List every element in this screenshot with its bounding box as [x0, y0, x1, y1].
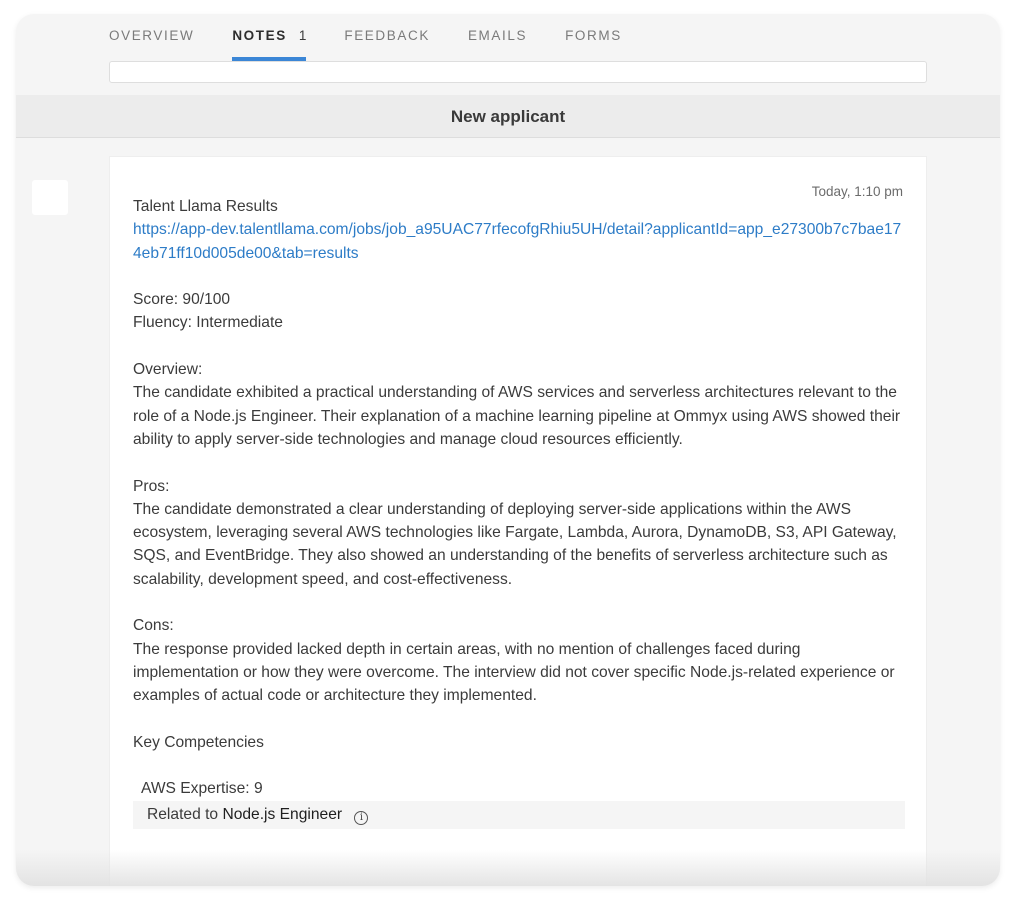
- related-job-bar: [133, 801, 905, 829]
- spacer: [133, 708, 905, 731]
- note-card: [109, 156, 927, 886]
- fluency-text: Fluency: Intermediate: [133, 314, 283, 332]
- competencies-label: Key Competencies: [133, 733, 264, 751]
- notes-input-strip[interactable]: [109, 61, 927, 83]
- spacer: [133, 451, 905, 474]
- tab-emails[interactable]: [468, 14, 527, 61]
- cons-text: The response provided lacked depth in certain areas, with no mention of challenges faced during implementation or how they were overcome. The interview did not cover specific Node.js-related experience or examples of actual code or architecture they implemented.: [133, 640, 895, 705]
- tab-overview[interactable]: [109, 14, 194, 61]
- pros-text: The candidate demonstrated a clear understanding of deploying server-side applications within the AWS ecosystem, leveraging several AWS technologies like Fargate, Lambda, Aurora, DynamoDB, S3, API Gateway, SQS, and EventBridge. They also showed an understanding of the benefits of serverless architecture such as scalability, development speed, and cost-effectiveness.: [133, 500, 897, 588]
- tab-label: OVERVIEW: [109, 28, 195, 43]
- cons-label: Cons:: [133, 617, 174, 635]
- tab-forms[interactable]: [565, 14, 622, 61]
- tab-notes[interactable]: [232, 14, 306, 61]
- avatar: [32, 180, 68, 215]
- results-link[interactable]: https://app-dev.talentllama.com/jobs/job_a95UAC77rfecofgRhiu5UH/detail?applicantId=app_e27300b7c7bae174eb71ff10d005de00&tab=results: [133, 221, 902, 262]
- spacer: [133, 754, 905, 777]
- tab-bar: [109, 14, 660, 61]
- score-text: Score: 90/100: [133, 291, 231, 309]
- spacer: [133, 265, 905, 288]
- app-window: [16, 14, 1000, 886]
- section-title: New applicant: [450, 107, 566, 126]
- note-body: [133, 195, 905, 829]
- competency-item: AWS Expertise: 9: [141, 780, 263, 798]
- note-heading: Talent Llama Results: [133, 198, 278, 215]
- tab-label: FEEDBACK: [344, 28, 430, 43]
- spacer: [133, 591, 905, 614]
- tab-label: FORMS: [565, 28, 622, 43]
- note-timestamp: Today, 1:10 pm: [811, 184, 903, 199]
- related-job-link[interactable]: Node.js Engineer: [222, 805, 343, 823]
- section-header: [16, 95, 1000, 138]
- info-icon[interactable]: i: [354, 811, 368, 825]
- pros-label: Pros:: [133, 477, 170, 495]
- overview-text: The candidate exhibited a practical understanding of AWS services and serverless architectures relevant to the role of a Node.js Engineer. Their explanation of a machine learning pipeline at Ommyx using AWS showed their ability to apply server-side technologies and manage cloud resources efficiently.: [133, 384, 901, 448]
- notes-count-badge: 1: [298, 28, 307, 43]
- spacer: [133, 335, 905, 358]
- related-prefix: Related to: [147, 805, 219, 823]
- tab-label: EMAILS: [467, 28, 528, 43]
- overview-label: Overview:: [133, 361, 203, 379]
- tab-label: NOTES: [232, 28, 287, 43]
- tab-feedback[interactable]: [344, 14, 430, 61]
